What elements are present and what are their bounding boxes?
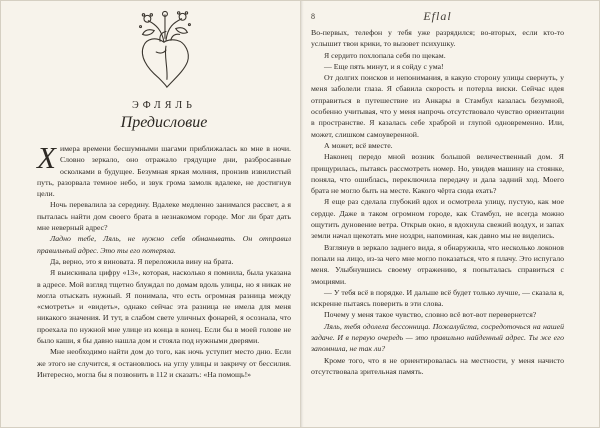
paragraph: Ночь перевалила за середину. Вдалеке медленно занимался рассвет, а я пыталась найти дом своего брата в незнакомом городе. Мог ли брат дать мне неверный адрес? bbox=[37, 200, 291, 233]
paragraph: Кроме того, что я не ориентировалась на местности, у меня начисто отсутствовала зрительная память. bbox=[311, 355, 564, 376]
chapter-title: Предисловие bbox=[120, 114, 208, 131]
paragraph bbox=[37, 140, 291, 199]
drop-cap: Х bbox=[37, 140, 56, 175]
paragraph: Я выискивала цифру «13», которая, насколько я помнила, была указана в адресе. Мой взгляд тщетно блуждал по домам вдоль улицы, но я никак не могла отыскать нужный. Я понимала, что есть огромная разница между «смотреть» и «видеть», однако сейчас эта разница не имела для меня никакого значения. И тут, в слабом свете уличных фонарей, я осознала, что проехала по нужной мне улице из конца в конец. Если бы в моей голове не было каши, я бы давно нашла дом и стояла под нужными дверями. bbox=[37, 268, 291, 346]
paragraph: Ладно тебе, Ляль, не нужно себя обманывать. Он отправил правильный адрес. Это ты его потеряла. bbox=[37, 234, 291, 255]
heart-illustration bbox=[37, 9, 291, 95]
anatomical-heart-flowers-icon bbox=[122, 9, 206, 95]
paragraph: Да, верно, это я виновата. Я переложила вину на брата. bbox=[50, 256, 234, 266]
paragraph: Я сердито похлопала себя по щекам. bbox=[324, 50, 446, 60]
paragraph-text: имера времени бесшумными шагами приближалась ко мне в ночи. Словно зеркало, оно отражало грядущие дни, разбросанные осколками в будущее. Безумная яркая молния, пронзив извилистый путь, разорвала темное небо, и звук грома замолк вдалеке, не достигнув цели. bbox=[37, 144, 291, 199]
paragraph: — Еще пять минут, и я сойду с ума! bbox=[324, 61, 444, 71]
paragraph: Во-первых, телефон у тебя уже разрядился; во-вторых, если кто-то услышит твои крики, то вызовет психушку. bbox=[311, 28, 564, 49]
paragraph: Почему у меня такое чувство, словно всё вот-вот перевернется? bbox=[324, 310, 537, 320]
paragraph: А может, всё вместе. bbox=[324, 140, 393, 150]
right-page-body bbox=[311, 27, 564, 377]
paragraph: — У тебя всё в порядке. И дальше всё будет только лучше, — сказала я, искренне пытаясь поверить в эти слова. bbox=[311, 287, 564, 309]
running-title: Eflal bbox=[423, 9, 452, 23]
paragraph: Наконец передо мной возник большой величественный дом. Я прищурилась, пытаясь рассмотреть номер. Но, увидев машину на стоянке, поняла, что ошиблась, переключила передачу и дала задний ход. Моего брата не могло быть на месте. Какого чёрта сюда ехать? bbox=[311, 152, 564, 196]
page-left bbox=[1, 1, 300, 428]
paragraph: Взглянув в зеркало заднего вида, я обнаружила, что несколько локонов попали на лицо, из-за чего мне могло показаться, что я плачу. Это испугало меня. Улыбнувшись своему отражению, я попыталась справиться с эмоциями. bbox=[311, 242, 564, 286]
book-title: ЭФЛЯЛЬ bbox=[132, 100, 196, 111]
paragraph: Я еще раз сделала глубокий вдох и осмотрела улицу, пустую, как мое сердце. Даже в таком огромном городе, как Стамбул, не всегда можно ощутить дуновение ветра. Открыв окно, я вдохнула свежий воздух, и запах земли начал щекотать мне ноздри, напоминая, как давно мы не виделись. bbox=[311, 197, 564, 241]
running-head bbox=[311, 9, 564, 24]
paragraph: Ляль, тебя одолела бессонница. Пожалуйста, сосредоточься на нашей задаче. И в первую очередь — это правильно найденный адрес. Ты же его запомнила, не так ли? bbox=[311, 321, 564, 354]
page-number: 8 bbox=[311, 12, 315, 21]
paragraph: От долгих поисков и непонимания, в какую сторону улицы свернуть, у меня заболели глаза. Я сбавила скорость и потерла виски. Сейчас идея отправиться в путешествие из Анкары в Стамбул казалась безумной, особенно учитывая, что у меня напрочь отсутствовало чувство ориентации в пространстве. Я казалась себе храброй и глупой одновременно. Или, может, слишком самоуверенной. bbox=[311, 73, 564, 139]
paragraph: Мне необходимо найти дом до того, как ночь уступит место дню. Если же этого не случится, я остановлюсь на углу улицы и закричу от бессилия. Интересно, могла бы я позвонить в 112 и сказать: «На помощь!» bbox=[37, 347, 291, 379]
page-right bbox=[300, 1, 599, 428]
left-page-body bbox=[37, 140, 291, 380]
